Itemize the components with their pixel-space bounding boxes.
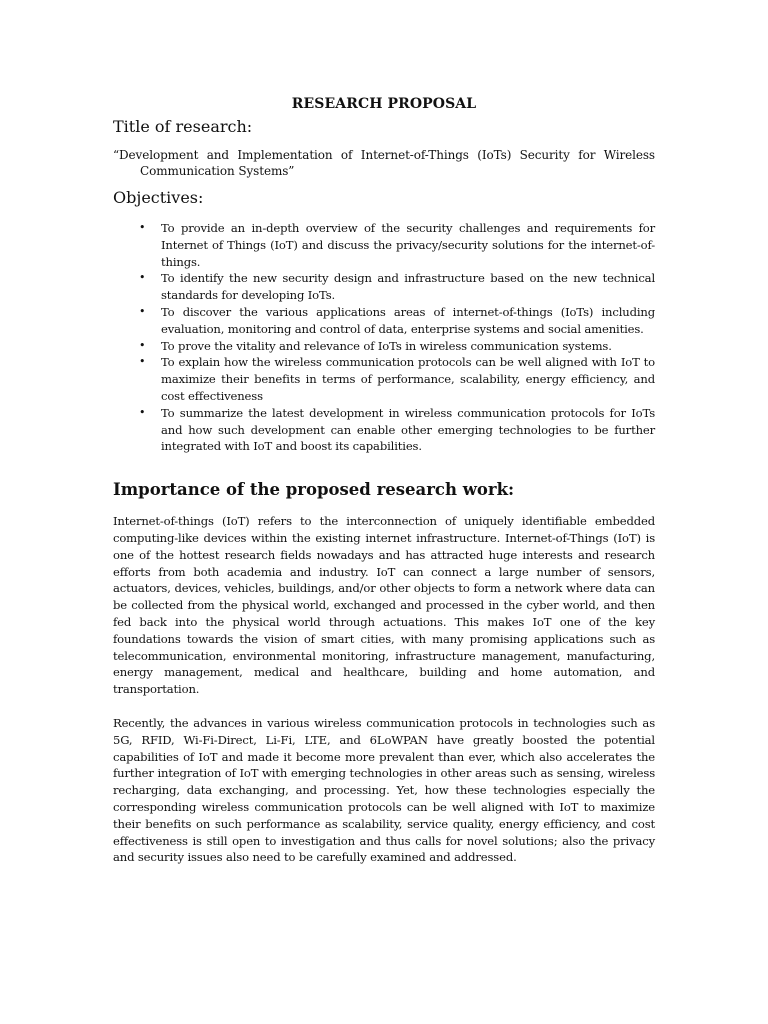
objectives-list	[113, 220, 655, 455]
objective-item	[113, 304, 655, 338]
objective-text: To summarize the latest development in wireless communication protocols for IoTs and how such development can enable other emerging technologies to be further integrated with IoT and boost its capabilities.	[161, 405, 655, 454]
bullet-icon: •	[139, 271, 146, 285]
importance-paragraph: Internet-of-things (IoT) refers to the interconnection of uniquely identifiable embedded computing-like devices within the existing internet infrastructure. Internet-of-Things (IoT) is one of the hottest research fields nowadays and has attracted huge interests and research efforts from both academia and industry. IoT can connect a large number of sensors, actuators, devices, vehicles, buildings, and/or other objects to form a network where data can be collected from the physical world, exchanged and processed in the cyber world, and then fed back into the physical world through actuations. This makes IoT one of the key foundations towards the vision of smart cities, with many promising applications such as telecommunication, environmental monitoring, infrastructure management, manufacturing, energy management, medical and healthcare, building and home automation, and transportation.	[113, 514, 655, 697]
objective-item	[113, 405, 655, 455]
objective-text: To identify the new security design and infrastructure based on the new technical standards for developing IoTs.	[161, 271, 655, 303]
bullet-icon: •	[139, 338, 146, 352]
objective-text: To prove the vitality and relevance of IoTs in wireless communication systems.	[161, 338, 612, 353]
objective-text: To provide an in-depth overview of the security challenges and requirements for Internet of Things (IoT) and discuss the privacy/security solutions for the internet-of-things.	[161, 221, 655, 269]
objective-item	[113, 220, 655, 270]
objective-item	[113, 354, 655, 404]
research-title-text: “Development and Implementation of Internet-of-Things (IoTs) Security for Wireless Communication Systems”	[113, 148, 655, 178]
objective-item	[113, 270, 655, 304]
objective-text: To discover the various applications areas of internet-of-things (IoTs) including evaluation, monitoring and control of data, enterprise systems and social amenities.	[161, 304, 655, 336]
bullet-icon: •	[139, 355, 146, 369]
importance-paragraph: Recently, the advances in various wireless communication protocols in technologies such as 5G, RFID, Wi-Fi-Direct, Li-Fi, LTE, and 6LoWPAN have greatly boosted the potential capabilities of IoT and made it become more prevalent than ever, which also accelerates the further integration of IoT with emerging technologies in other areas such as sensing, wireless recharging, data exchanging, and processing. Yet, how these technologies especially the corresponding wireless communication protocols can be well aligned with IoT to maximize their benefits on such performance as scalability, service quality, energy efficiency, and cost effectiveness is still open to investigation and thus calls for novel solutions; also the privacy and security issues also need to be carefully examined and addressed.	[113, 715, 655, 865]
objective-item	[113, 338, 655, 355]
bullet-icon: •	[139, 221, 146, 234]
objective-text: To explain how the wireless communication protocols can be well aligned with IoT to maximize their benefits in terms of performance, scalability, energy efficiency, and cost effectiveness	[161, 355, 655, 403]
bullet-icon: •	[139, 304, 146, 318]
title-of-research-heading: Title of research:	[113, 117, 253, 136]
objectives-heading: Objectives:	[113, 188, 204, 207]
document-content	[113, 95, 655, 866]
document-title: RESEARCH PROPOSAL	[291, 96, 477, 112]
importance-heading: Importance of the proposed research work:	[113, 480, 515, 500]
bullet-icon: •	[139, 405, 146, 419]
